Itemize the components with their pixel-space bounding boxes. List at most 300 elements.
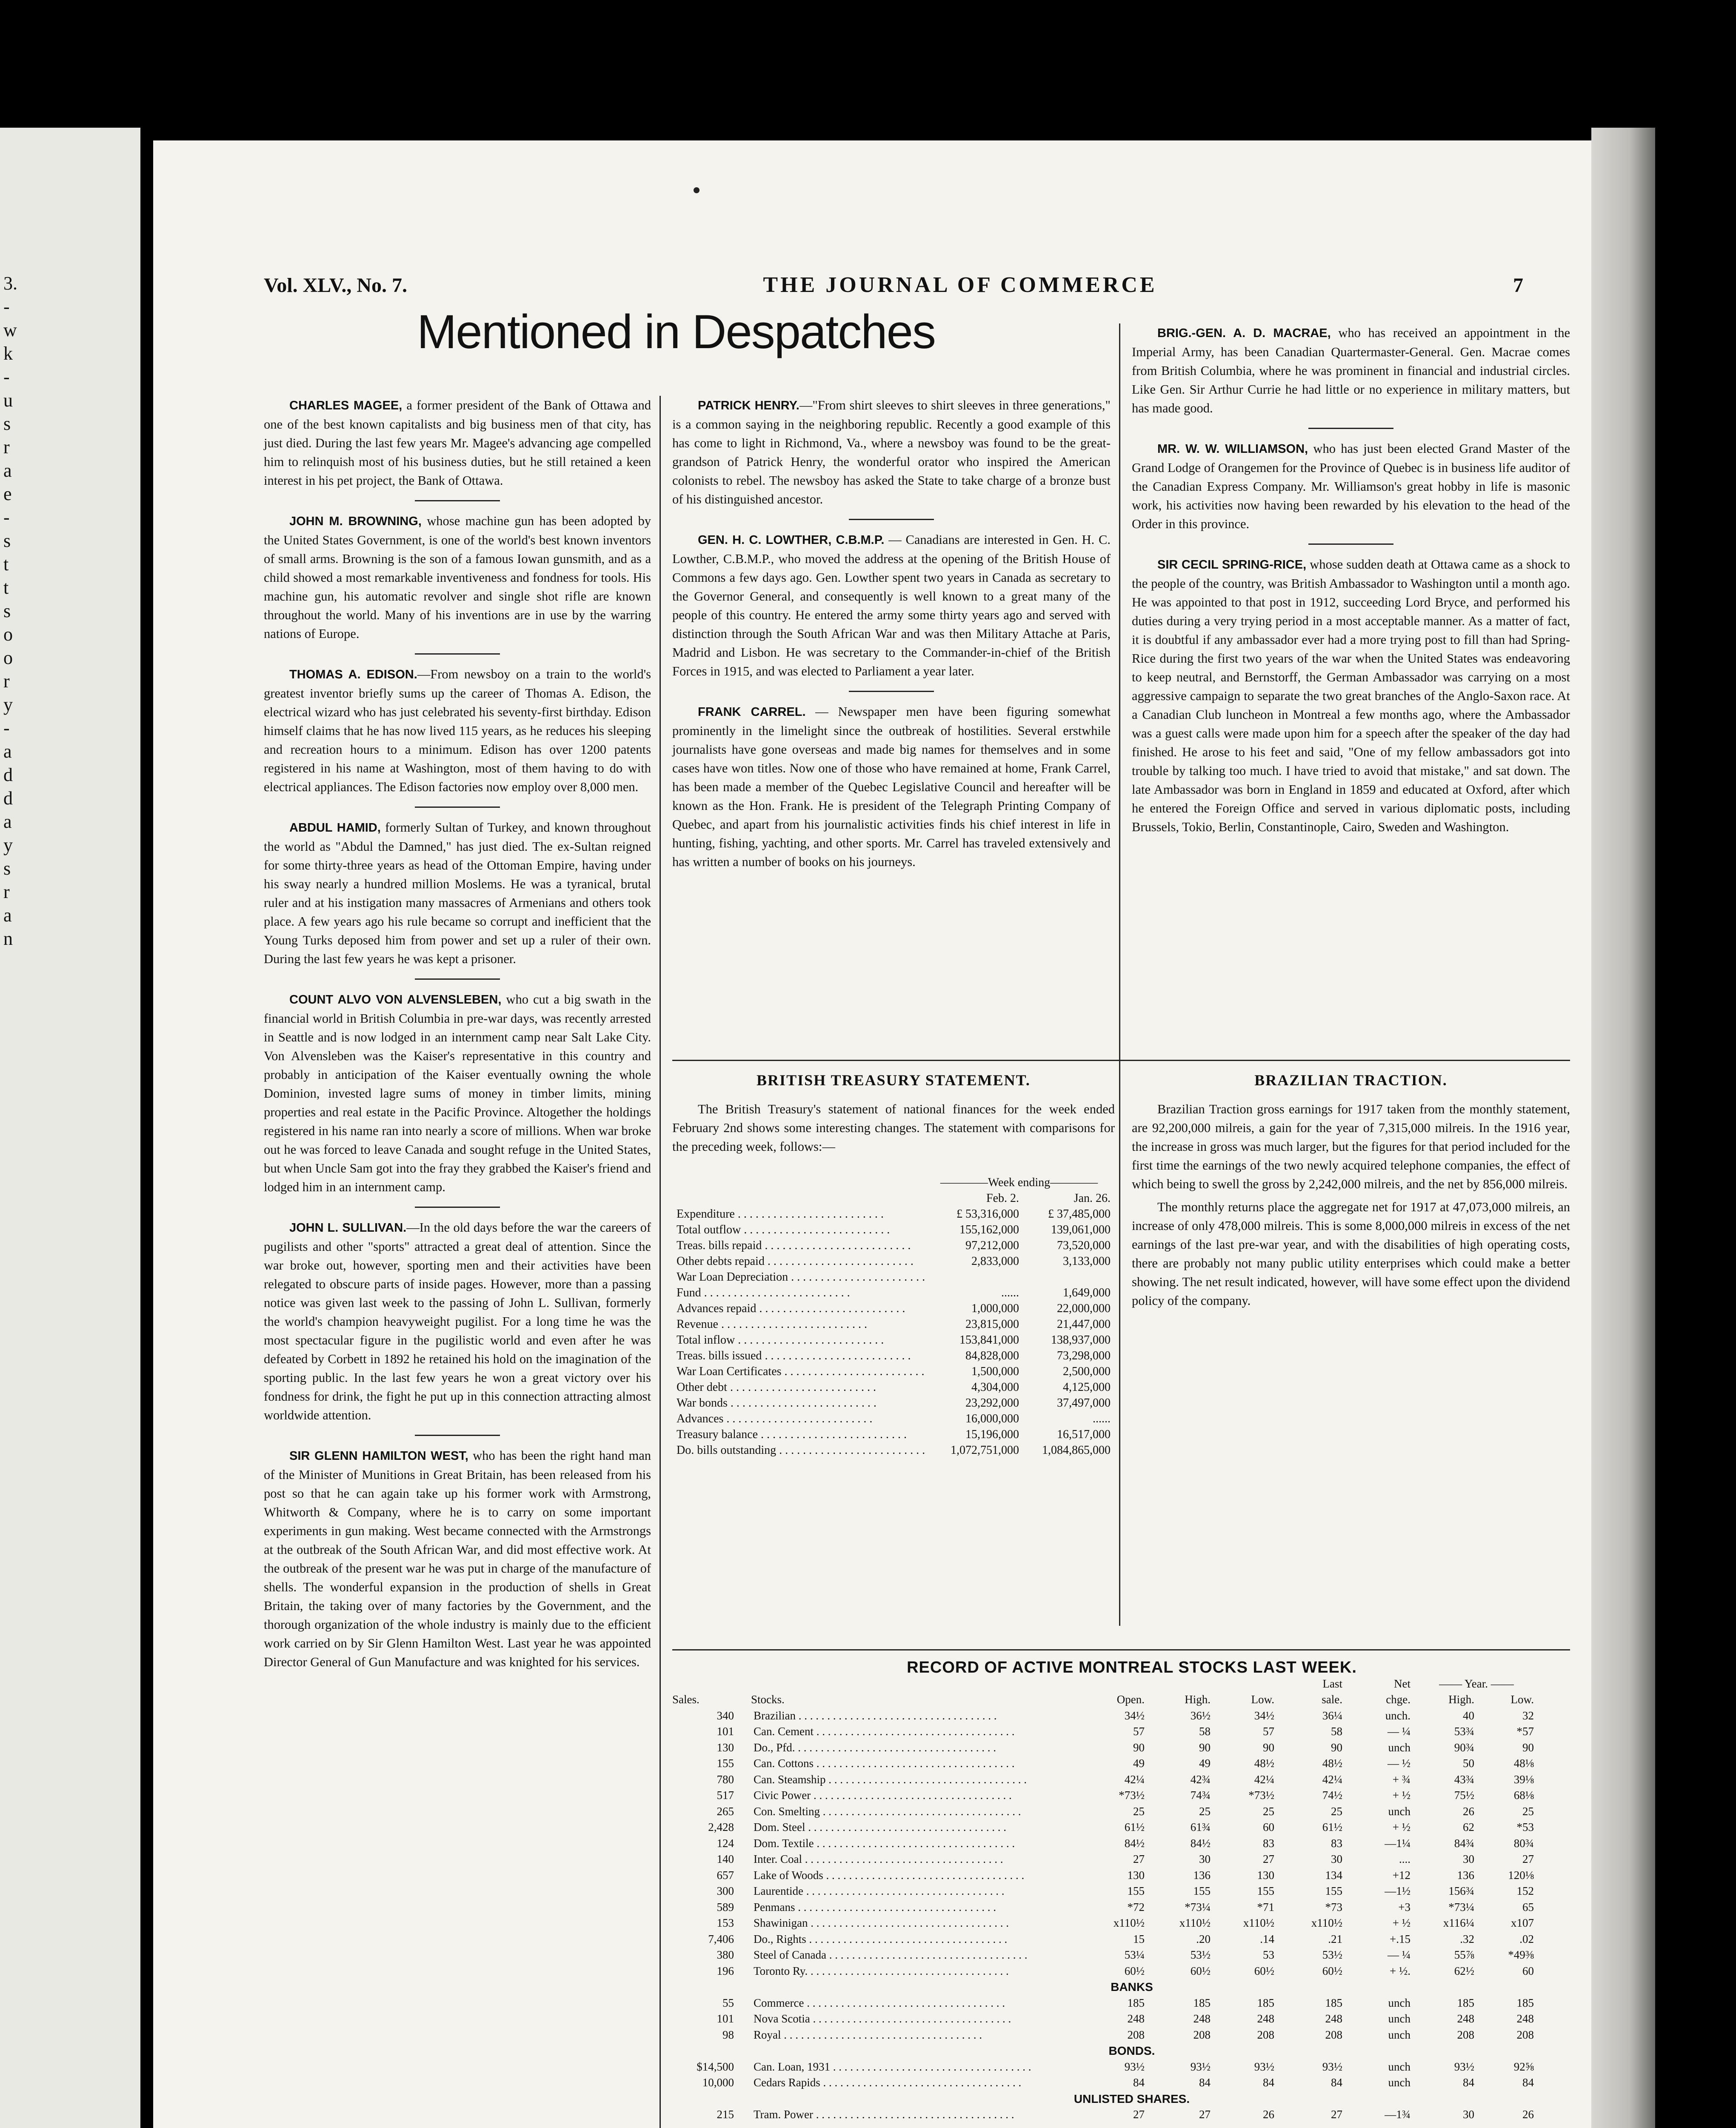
sales-cell: 340 xyxy=(717,1709,734,1722)
price-cell: 60½ xyxy=(1322,1964,1342,1977)
price-cell: 208 xyxy=(1325,2028,1342,2041)
article-divider xyxy=(415,653,500,655)
price-cell: .... xyxy=(1399,1853,1410,1865)
article xyxy=(264,990,651,1196)
article xyxy=(264,1218,651,1424)
stock-name-cell: Commerce . . . xyxy=(751,1995,1087,2011)
price-cell: 34½ xyxy=(1124,1709,1145,1722)
brazilian-traction xyxy=(1132,1068,1570,1314)
article-text: who has received an appointment in the Imperial Army, has been Canadian Quartermaster-General. Gen. Macrae comes from British Columbia, where he was prominent in financial and industrial circles. Like Gen. Sir Arthur Currie he had little or no experience in military matters, but has made good. xyxy=(1132,326,1570,415)
price-cell: 62 xyxy=(1463,1821,1474,1833)
price-cell: 152 xyxy=(1516,1885,1534,1897)
table-row xyxy=(677,1222,1111,1238)
margin-fragment: - xyxy=(3,507,10,528)
value-jan26: 73,298,000 xyxy=(1057,1349,1111,1362)
margin-fragment: t xyxy=(3,577,9,598)
margin-fragment: s xyxy=(3,858,11,879)
price-cell: +12 xyxy=(1392,1868,1410,1882)
section-divider xyxy=(672,1060,1570,1061)
brazilian-para-2: The monthly returns place the aggregate net for 1917 at 47,073,000 milreis, an increase of only 478,000 milreis. This is some 8,000,000 milreis in excess of the net earnings of the last pre-war year, and with the disabilities of high operating costs, there are probably not many public utility enterprises which could make a better showing. The net result indicated, however, will have some effect upon the dividend policy of the company. xyxy=(1132,1200,1570,1308)
article-name: SIR CECIL SPRING-RICE, xyxy=(1157,558,1307,572)
stock-name-cell: Con. Smelting . . . xyxy=(751,1804,1087,1820)
sales-cell: 265 xyxy=(717,1805,734,1818)
article-text: formerly Sultan of Turkey, and known throughout the world as "Abdul the Damned," has just died. The ex-Sultan reigned for some thirty-three years as head of the Ottoman Empire, having under his sway nearly a hundred million Moslems. He was a tyranical, brutal ruler and at his instigation many massacres of Armenians and others took place. A few years ago his rule became so corrupt and inefficient that the Young Turks deposed him from power and set up a ruler of their own. During the last few years he was kept a prisoner. xyxy=(264,820,651,966)
price-cell: .20 xyxy=(1196,1932,1211,1945)
price-cell: 208 xyxy=(1457,2028,1474,2041)
article-divider xyxy=(415,1207,500,1208)
price-cell: 83 xyxy=(1263,1836,1274,1850)
price-cell: *71 xyxy=(1257,1900,1274,1913)
price-cell: + ½. xyxy=(1390,1964,1410,1977)
sales-cell: 10,000 xyxy=(702,2076,734,2089)
treasury-intro: The British Treasury's statement of national finances for the week ended February 2nd shows some interesting changes. The statement with comparisons for the preceding week, follows:— xyxy=(672,1102,1115,1154)
price-cell: 62½ xyxy=(1454,1964,1474,1977)
price-cell: 27 xyxy=(1331,2108,1342,2121)
price-cell: 34½ xyxy=(1254,1709,1274,1722)
price-cell: 61¾ xyxy=(1190,1821,1211,1833)
value-feb2: 1,000,000 xyxy=(971,1302,1019,1315)
table-row xyxy=(672,1788,1591,1804)
price-cell: 208 xyxy=(1127,2028,1145,2041)
sales-cell: 55 xyxy=(722,1996,734,2009)
price-cell: .21 xyxy=(1328,1932,1342,1945)
row-label: Treas. bills issued . . . xyxy=(677,1348,928,1364)
price-cell: 60 xyxy=(1522,1964,1534,1977)
article-name: FRANK CARREL. xyxy=(698,705,806,719)
price-cell: 155 xyxy=(1257,1885,1274,1897)
value-feb2: 84,828,000 xyxy=(965,1349,1019,1362)
value-feb2: ...... xyxy=(1001,1286,1019,1299)
left-margin-strip xyxy=(0,128,140,2128)
margin-fragment: a xyxy=(3,460,12,481)
table-row xyxy=(677,1364,1111,1379)
price-cell: 248 xyxy=(1257,2012,1274,2025)
article xyxy=(672,530,1111,681)
table-row xyxy=(677,1442,1111,1458)
price-cell: 27 xyxy=(1133,1853,1145,1865)
margin-fragment: t xyxy=(3,554,9,575)
sales-cell: 101 xyxy=(717,2012,734,2025)
price-cell: 60½ xyxy=(1254,1964,1274,1977)
price-cell: 84 xyxy=(1133,2076,1145,2089)
price-cell: 93½ xyxy=(1190,2060,1211,2073)
price-cell: 27 xyxy=(1522,1853,1534,1865)
price-cell: 208 xyxy=(1257,2028,1274,2041)
value-jan26: 1,084,865,000 xyxy=(1042,1444,1111,1457)
margin-fragment: 3. xyxy=(3,273,17,294)
price-cell: 65 xyxy=(1522,1900,1534,1913)
stock-name-cell: Steel of Canada . . . xyxy=(751,1947,1087,1963)
article-name: SIR GLENN HAMILTON WEST, xyxy=(289,1449,468,1463)
price-cell: 208 xyxy=(1193,2028,1211,2041)
brazilian-para-1: Brazilian Traction gross earnings for 1917 taken from the monthly statement, are 92,200,000 milreis, a gain for the year of 7,315,000 milreis. In the 1916 year, the increase in gross was much larger, but the figures for that period included for the first time the earnings of the two newly acquired telephone companies, the effect of which being to swell the gross by 2,242,000 milreis, and the net by 856,000 milreis. xyxy=(1132,1102,1570,1191)
price-cell: 39⅛ xyxy=(1513,1773,1534,1786)
price-cell: 84½ xyxy=(1124,1836,1145,1850)
margin-fragment: y xyxy=(3,694,13,715)
price-cell: 53½ xyxy=(1322,1948,1342,1961)
table-row xyxy=(677,1316,1111,1332)
margin-fragment: s xyxy=(3,601,11,621)
value-feb2: 4,304,000 xyxy=(971,1381,1019,1394)
price-cell: 49 xyxy=(1199,1757,1211,1770)
price-cell: 248 xyxy=(1127,2012,1145,2025)
price-cell: 25 xyxy=(1133,1805,1145,1818)
price-cell: *49⅜ xyxy=(1508,1948,1534,1961)
article-name: THOMAS A. EDISON. xyxy=(289,668,417,681)
group-label-unlisted: UNLISTED SHARES. xyxy=(1074,2092,1190,2105)
price-cell: 90 xyxy=(1522,1741,1534,1754)
table-row xyxy=(672,1724,1591,1740)
price-cell: unch xyxy=(1388,2060,1410,2073)
brazilian-title: BRAZILIAN TRACTION. xyxy=(1254,1072,1448,1089)
sales-cell: 101 xyxy=(717,1725,734,1738)
price-cell: 25 xyxy=(1522,1805,1534,1818)
article-name: GEN. H. C. LOWTHER, C.B.M.P. xyxy=(698,533,885,547)
price-cell: 185 xyxy=(1193,1996,1211,2009)
table-row xyxy=(672,1740,1591,1756)
price-cell: unch xyxy=(1388,1741,1410,1754)
article-name: JOHN M. BROWNING, xyxy=(289,515,422,528)
stock-name-cell: Nova Scotia . . . xyxy=(751,2011,1087,2027)
sales-cell: 300 xyxy=(717,1885,734,1897)
price-cell: 60½ xyxy=(1124,1964,1145,1977)
value-jan26: 16,517,000 xyxy=(1057,1428,1111,1441)
column-header: Net xyxy=(1394,1677,1410,1690)
row-label: Advances . . . xyxy=(677,1411,928,1427)
stock-name-cell: Inter. Coal . . . xyxy=(751,1851,1087,1868)
section-divider xyxy=(672,1649,1570,1650)
price-cell: 15 xyxy=(1133,1932,1145,1945)
price-cell: 248 xyxy=(1516,2012,1534,2025)
table-row xyxy=(672,1883,1591,1899)
price-cell: 58 xyxy=(1199,1725,1211,1738)
price-cell: 120⅛ xyxy=(1508,1868,1534,1882)
article-text: whose machine gun has been adopted by the United States Government, is one of the world's best known inventors of small arms. Browning is the son of a famous Iowan gunsmith, and as a child showed a most remarkable inventiveness and fondness for tools. His machine gun, his automatic revolver and single shot rifle are known throughout the world. Many of his inventions are in use by the warring nations of Europe. xyxy=(264,514,651,641)
price-cell: 83 xyxy=(1331,1836,1342,1850)
value-feb2: 23,292,000 xyxy=(965,1396,1019,1410)
stocks-title: RECORD OF ACTIVE MONTREAL STOCKS LAST WEEK. xyxy=(907,1659,1357,1676)
value-jan26: 22,000,000 xyxy=(1057,1302,1111,1315)
table-row xyxy=(672,1756,1591,1772)
price-cell: 130 xyxy=(1257,1868,1274,1882)
row-label: Other debts repaid . . . xyxy=(677,1253,928,1269)
margin-fragment: - xyxy=(3,296,10,317)
margin-fragment: a xyxy=(3,811,12,832)
price-cell: 43¾ xyxy=(1454,1773,1474,1786)
price-cell: x110½ xyxy=(1311,1916,1342,1929)
stock-name-cell: Dom. Textile . . . xyxy=(751,1836,1087,1852)
price-cell: 25 xyxy=(1263,1805,1274,1818)
price-cell: 57 xyxy=(1263,1725,1274,1738)
price-cell: 57 xyxy=(1133,1725,1145,1738)
sales-cell: 196 xyxy=(717,1964,734,1977)
value-jan26: 73,520,000 xyxy=(1057,1239,1111,1252)
column-header xyxy=(672,1676,742,1692)
price-cell: *72 xyxy=(1127,1900,1145,1913)
article-text: who cut a big swath in the financial world in British Columbia in pre-war days, was recently arrested in Seattle and is now lodged in an internment camp near Salt Lake City. Von Alvensleben was the Kaiser's representative in this country and probably in anticipation of the Kaiser eventually owning the whole Dominion, invested lagre sums of money in timber limits, mining properties and real estate in the Pacific Province. Altogether the holdings registered in his name ran into nearly a score of millions. When war broke out he was forced to leave Canada and sought refuge in the United States, but when Uncle Sam got into the fray they grabbed the Kaiser's friend and lodged him in an internment camp. xyxy=(264,992,651,1194)
newspaper-page xyxy=(153,140,1591,2128)
price-cell: 27 xyxy=(1263,1853,1274,1865)
price-cell: +3 xyxy=(1398,1900,1410,1913)
price-cell: 36½ xyxy=(1190,1709,1211,1722)
column-header xyxy=(742,1692,751,1708)
article xyxy=(264,512,651,643)
price-cell: *73½ xyxy=(1119,1789,1145,1802)
stock-name-cell: Can. Steamship . . . xyxy=(751,1772,1087,1788)
column-divider xyxy=(660,396,661,2128)
stock-name-cell: Royal . . . xyxy=(751,2027,1087,2043)
margin-fragment: w xyxy=(3,320,17,340)
article-divider xyxy=(1308,428,1393,429)
price-cell: +.15 xyxy=(1390,1932,1410,1945)
column-header: —— Year. —— xyxy=(1439,1677,1514,1690)
value-jan26: 21,447,000 xyxy=(1057,1318,1111,1331)
price-cell: 53¼ xyxy=(1124,1948,1145,1961)
article-divider xyxy=(415,1435,500,1436)
price-cell: 49 xyxy=(1133,1757,1145,1770)
price-cell: + ½ xyxy=(1392,1821,1410,1833)
row-label: Total outflow . . . xyxy=(677,1222,928,1238)
table-row xyxy=(672,2059,1591,2075)
price-cell: unch xyxy=(1388,2012,1410,2025)
price-cell: —1½ xyxy=(1385,1885,1410,1897)
price-cell: 90 xyxy=(1133,1741,1145,1754)
price-cell: unch xyxy=(1388,2028,1410,2041)
value-feb2: £ 53,316,000 xyxy=(957,1207,1019,1221)
margin-fragment: y xyxy=(3,835,13,855)
table-row xyxy=(672,1915,1591,1931)
margin-fragment: d xyxy=(3,764,13,785)
row-label: War Loan Depreciation . . . xyxy=(677,1269,928,1285)
stock-name-cell: Shawinigan . . . xyxy=(751,1915,1087,1931)
price-cell: 90 xyxy=(1263,1741,1274,1754)
margin-fragment: r xyxy=(3,881,10,902)
column-header: High. xyxy=(1448,1693,1474,1706)
column-header: sale. xyxy=(1322,1693,1342,1706)
group-label-bonds: BONDS. xyxy=(1108,2044,1155,2057)
row-label: Fund . . . xyxy=(677,1285,928,1301)
article xyxy=(264,818,651,968)
row-label: Total inflow . . . xyxy=(677,1332,928,1348)
price-cell: 136 xyxy=(1193,1868,1211,1882)
stock-name-cell: Can. Cement . . . xyxy=(751,1724,1087,1740)
price-cell: 130 xyxy=(1127,1868,1145,1882)
price-cell: *53 xyxy=(1516,1821,1534,1833)
column-header xyxy=(1087,1676,1153,1692)
table-row xyxy=(677,1332,1111,1348)
article-name: ABDUL HAMID, xyxy=(289,821,381,835)
table-row xyxy=(677,1301,1111,1316)
price-cell: 84¾ xyxy=(1454,1836,1474,1850)
sales-cell: 589 xyxy=(717,1900,734,1913)
sales-cell: 130 xyxy=(717,1741,734,1754)
sales-cell: 140 xyxy=(717,1853,734,1865)
margin-fragment: r xyxy=(3,437,10,458)
price-cell: 75½ xyxy=(1454,1789,1474,1802)
table-row xyxy=(672,1931,1591,1948)
price-cell: 74½ xyxy=(1322,1789,1342,1802)
price-cell: 53 xyxy=(1263,1948,1274,1961)
sales-cell: 7,406 xyxy=(708,1932,734,1945)
article xyxy=(264,1446,651,1671)
margin-fragment: o xyxy=(3,647,13,668)
price-cell: x116¼ xyxy=(1443,1916,1474,1929)
price-cell: 26 xyxy=(1463,1805,1474,1818)
page-title: Mentioned in Despatches xyxy=(417,305,935,358)
stock-name-cell: Lake of Woods . . . xyxy=(751,1868,1087,1884)
price-cell: 40 xyxy=(1463,1709,1474,1722)
price-cell: —1¾ xyxy=(1385,2108,1410,2121)
sales-cell: 124 xyxy=(717,1836,734,1850)
article-divider xyxy=(849,691,934,692)
price-cell: 185 xyxy=(1127,1996,1145,2009)
value-feb2: 16,000,000 xyxy=(965,1412,1019,1425)
price-cell: + ½ xyxy=(1392,1789,1410,1802)
article-text: who has just been elected Grand Master of the Grand Lodge of Orangemen for the Province of Quebec is in business life auditor of the Canadian Express Company. Mr. Williamson's great hobby in life is masonic work, his activities now having been rewarded by his elevation to the head of the Order in this province. xyxy=(1132,441,1570,531)
value-feb2: 1,072,751,000 xyxy=(951,1444,1019,1457)
margin-fragment: o xyxy=(3,624,13,645)
article-divider xyxy=(415,500,500,501)
running-header xyxy=(264,272,1523,297)
price-cell: 30 xyxy=(1331,1853,1342,1865)
price-cell: 136 xyxy=(1457,1868,1474,1882)
table-row xyxy=(672,1851,1591,1868)
table-row xyxy=(672,1772,1591,1788)
price-cell: 60½ xyxy=(1190,1964,1211,1977)
margin-fragment: a xyxy=(3,905,12,926)
price-cell: 42¼ xyxy=(1124,1773,1145,1786)
stock-name-cell: Can. Loan, 1931 . . . xyxy=(751,2059,1087,2075)
row-label: Advances repaid . . . xyxy=(677,1301,928,1316)
price-cell: 93½ xyxy=(1454,2060,1474,2073)
price-cell: *57 xyxy=(1516,1725,1534,1738)
article xyxy=(264,665,651,796)
article xyxy=(1132,323,1570,418)
value-feb2: 15,196,000 xyxy=(965,1428,1019,1441)
value-feb2: 153,841,000 xyxy=(959,1333,1019,1347)
price-cell: 74¾ xyxy=(1190,1789,1211,1802)
price-cell: *73 xyxy=(1325,1900,1342,1913)
row-label: War bonds . . . xyxy=(677,1395,928,1411)
article-text: —In the old days before the war the careers of pugilists and other "sports" attracted a great deal of attention. Since the war broke out, however, sporting men and their activities have been relegated to obscure parts of inside pages. However, more than a passing notice was given last week to the passing of John L. Sullivan, formerly the world's champion heavyweight pugilist. For a long time he was the most spectacular figure in the pugilistic world and even after he was defeated by Corbett in 1892 he retained his hold on the imagination of the sporting public. In the last few years he won a great victory over his fondness for drink, the fight he put up in this connection attracting almost worldwide attention. xyxy=(264,1220,651,1422)
margin-fragment: - xyxy=(3,366,10,387)
value-feb2 xyxy=(928,1269,1019,1285)
value-jan26: 1,649,000 xyxy=(1063,1286,1111,1299)
price-cell: 36¼ xyxy=(1322,1709,1342,1722)
price-cell: + ½ xyxy=(1392,1916,1410,1929)
table-row xyxy=(677,1395,1111,1411)
price-cell: 30 xyxy=(1199,1853,1211,1865)
article-name: COUNT ALVO VON ALVENSLEBEN, xyxy=(289,993,502,1007)
price-cell: 84 xyxy=(1463,2076,1474,2089)
stock-name-cell: Do., Pfd. . . . xyxy=(751,1740,1087,1756)
sales-cell: $14,500 xyxy=(697,2060,734,2073)
table-header-row xyxy=(672,1692,1591,1708)
article-divider xyxy=(415,978,500,980)
article-name: JOHN L. SULLIVAN. xyxy=(289,1221,407,1235)
table-row xyxy=(672,1804,1591,1820)
sales-cell: 517 xyxy=(717,1789,734,1802)
table-row xyxy=(672,2011,1591,2027)
price-cell: 84 xyxy=(1522,2076,1534,2089)
price-cell: 55⅞ xyxy=(1454,1948,1474,1961)
column-header xyxy=(742,1676,751,1692)
price-cell: 27 xyxy=(1199,2108,1211,2121)
table-row xyxy=(672,2075,1591,2091)
margin-fragment: k xyxy=(3,343,13,364)
margin-fragment: s xyxy=(3,530,11,551)
stock-name-cell: Laurentide . . . xyxy=(751,1883,1087,1899)
row-label: Treas. bills repaid . . . xyxy=(677,1238,928,1253)
column-header: Last xyxy=(1322,1677,1342,1690)
article-name: PATRICK HENRY. xyxy=(698,399,799,412)
article-divider xyxy=(849,519,934,520)
article xyxy=(1132,555,1570,836)
sales-cell: 153 xyxy=(717,1916,734,1929)
price-cell: 26 xyxy=(1263,2108,1274,2121)
article-text: — Canadians are interested in Gen. H. C. Lowther, C.B.M.P., who moved the address at the opening of the British House of Commons a few days ago. Gen. Lowther spent two years in Canada as secretary to the Governor General, and consequently is well known to a great many of the people of this country. He entered the army some thirty years ago and served with distinction through the South African War and was then Military Attache at Paris, Madrid and Lisbon. He was secretary to the Commander-in-chief of the British Forces in 1915, and was elected to Parliament a year later. xyxy=(672,532,1111,678)
price-cell: 93½ xyxy=(1254,2060,1274,2073)
price-cell: 208 xyxy=(1516,2028,1534,2041)
price-cell: 42¼ xyxy=(1322,1773,1342,1786)
stock-name-cell: Civic Power . . . xyxy=(751,1788,1087,1804)
value-feb2: 2,833,000 xyxy=(971,1255,1019,1268)
article-text: —From newsboy on a train to the world's greatest inventor briefly sums up the career of Thomas A. Edison, the electrical wizard who has just celebrated his seventy-first birthday. Edison himself claims that he has now lived 115 years, as he reduces his sleeping and recreation hours to a minimum. Edison has over 1200 patents registered in his name at Washington, most of them having to do with electrical appliances. The Edison factories now employ over 8,000 men. xyxy=(264,667,651,794)
price-cell: 93½ xyxy=(1124,2060,1145,2073)
price-cell: 42¼ xyxy=(1254,1773,1274,1786)
price-cell: 185 xyxy=(1516,1996,1534,2009)
article-text: — Newspaper men have been figuring somewhat prominently in the limelight since the outbreak of hostilities. Several erstwhile journalists have gone overseas and made big names for themselves and in some cases have won titles. Now one of those who have remained at home, Frank Carrel, has been made a member of the Quebec Legislative Council and hereafter will be known as the Hon. Frank. He is president of the Telegraph Printing Company of Quebec, and apart from his journalistic activities finds his chief interest in life in hunting, fishing, yachting, and other sports. Mr. Carrel has traveled extensively and has written a number of books on his journeys. xyxy=(672,704,1111,869)
value-jan26 xyxy=(1019,1269,1111,1285)
group-label-banks: BANKS xyxy=(1111,1980,1153,1994)
price-cell: 48½ xyxy=(1254,1757,1274,1770)
margin-fragment: r xyxy=(3,671,10,692)
price-cell: 185 xyxy=(1257,1996,1274,2009)
article xyxy=(1132,439,1570,533)
table-header-row xyxy=(672,1676,1591,1692)
row-label: Other debt . . . xyxy=(677,1379,928,1395)
stock-name-cell: Do., Rights . . . xyxy=(751,1931,1087,1948)
table-row xyxy=(677,1411,1111,1427)
price-cell: x110½ xyxy=(1179,1916,1211,1929)
value-feb2: 97,212,000 xyxy=(965,1239,1019,1252)
column-header: High. xyxy=(1185,1693,1211,1706)
value-jan26: ...... xyxy=(1093,1412,1111,1425)
table-row xyxy=(672,1836,1591,1852)
table-row xyxy=(677,1206,1111,1222)
price-cell: 93½ xyxy=(1322,2060,1342,2073)
print-speck xyxy=(694,187,700,193)
price-cell: 185 xyxy=(1325,1996,1342,2009)
table-row xyxy=(677,1379,1111,1395)
page-number: 7 xyxy=(1513,274,1523,297)
price-cell: 30 xyxy=(1463,2108,1474,2121)
price-cell: 84 xyxy=(1331,2076,1342,2089)
stock-name-cell: Penmans . . . xyxy=(751,1899,1087,1916)
column-header: Open. xyxy=(1116,1693,1145,1706)
stock-name-cell: Dom. Steel . . . xyxy=(751,1819,1087,1836)
column-header: Low. xyxy=(1510,1693,1534,1706)
article-name: CHARLES MAGEE, xyxy=(289,399,403,412)
table-row xyxy=(672,1995,1591,2011)
margin-fragment: s xyxy=(3,413,11,434)
sales-cell: 155 xyxy=(717,1757,734,1770)
price-cell: 90¾ xyxy=(1454,1741,1474,1754)
article-divider xyxy=(1308,543,1393,545)
column-header: Stocks. xyxy=(751,1693,785,1706)
price-cell: 248 xyxy=(1457,2012,1474,2025)
table-row xyxy=(672,1708,1591,1724)
